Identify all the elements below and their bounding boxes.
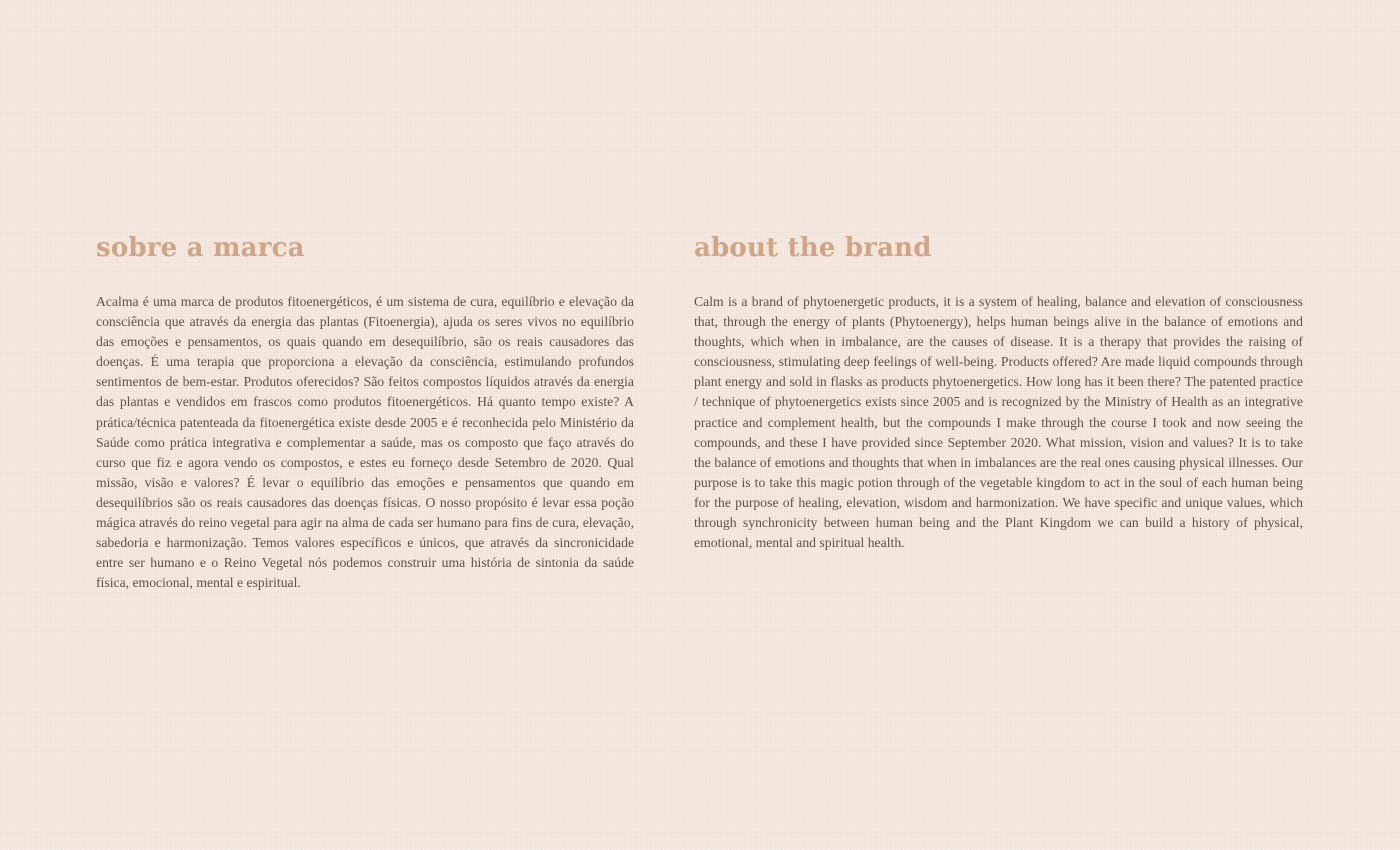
english-heading: about the brand — [694, 233, 932, 263]
portuguese-section — [96, 232, 634, 593]
portuguese-body-text: Acalma é uma marca de produtos fitoenergéticos, é um sistema de cura, equilíbrio e elevação da consciência que através da energia das plantas (Fitoenergia), ajuda os seres vivos no equilíbrio das emoções e pensamentos, os quais quando em desequilíbrio, são os reais causadores das doenças. É uma terapia que proporciona a elevação da consciência, estimulando profundos sentimentos de bem-estar. Produtos oferecidos? São feitos compostos líquidos através da energia das plantas e vendidos em frascos como produtos fitoenergéticos. Há quanto tempo existe? A prática/técnica patenteada da fitoenergética existe desde 2005 e é reconhecida pelo Ministério da Saúde como prática integrativa e complementar a saúde, mas os composto que faço através do curso que fiz e agora vendo os compostos, e estes eu forneço desde Setembro de 2020. Qual missão, visão e valores? É levar o equilíbrio das emoções e pensamentos que quando em desequilíbrios são os reais causadores das doenças físicas. O nosso propósito é levar essa poção mágica através do reino vegetal para agir na alma de cada ser humano para fins de cura, elevação, sabedoria e harmonização. Temos valores específicos e únicos, que através da sincronicidade entre ser humano e o Reino Vegetal nós podemos construir uma história de sintonia da saúde física, emocional, mental e espiritual. — [96, 294, 634, 591]
english-body-text: Calm is a brand of phytoenergetic products, it is a system of healing, balance and elevation of consciousness that, through the energy of plants (Phytoenergy), helps human beings alive in the balance of emotions and thoughts, which when in imbalance, are the causes of disease. It is a therapy that provides the raising of consciousness, stimulating deep feelings of well-being. Products offered? Are made liquid compounds through plant energy and sold in flasks as products phytoenergetics. How long has it been there? The patented practice / technique of phytoenergetics exists since 2005 and is recognized by the Ministry of Health as an integrative practice and complement health, but the compounds I make through the course I took and now seeing the compounds, and these I have provided since September 2020. What mission, vision and values? It is to take the balance of emotions and thoughts that when in imbalances are the real ones causing physical illnesses. Our purpose is to take this magic potion through of the vegetable kingdom to act in the soul of each human being for the purpose of healing, elevation, wisdom and harmonization. We have specific and unique values, which through synchronicity between human being and the Plant Kingdom we can build a history of physical, emotional, mental and spiritual health. — [694, 294, 1303, 551]
portuguese-heading: sobre a marca — [96, 233, 305, 263]
english-section — [694, 232, 1303, 553]
